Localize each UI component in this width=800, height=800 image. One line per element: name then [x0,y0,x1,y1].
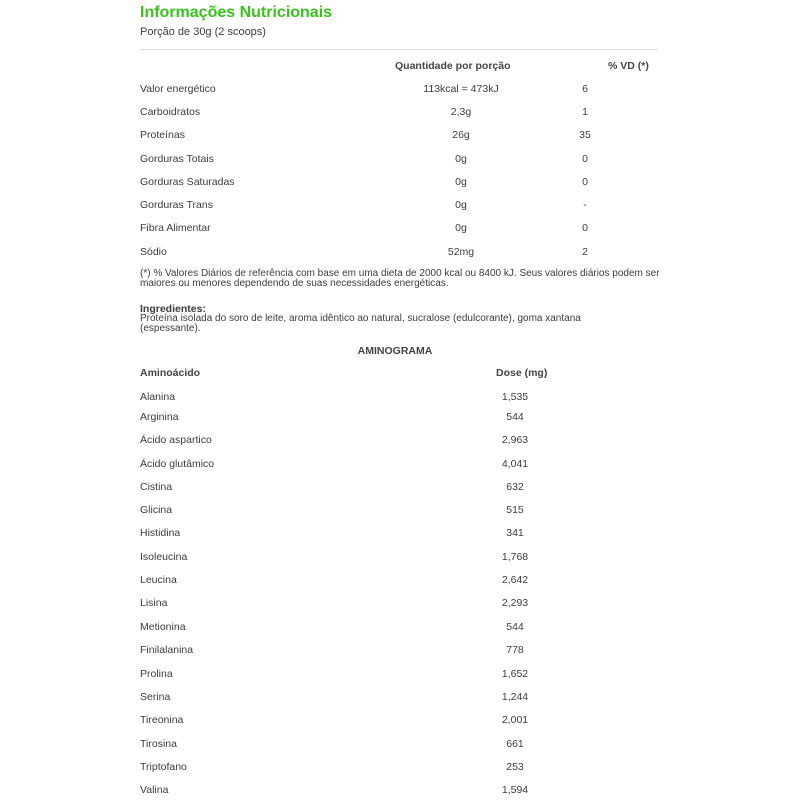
nutrient-name: Fibra Alimentar [140,222,211,234]
amino-acid-dose: 778 [506,644,524,656]
nutrient-daily-value: - [583,199,587,211]
nutrient-quantity: 0g [455,176,467,188]
nutrient-name: Proteínas [140,129,185,141]
amino-acid-name: Histidina [140,527,181,539]
nutrient-daily-value: 0 [582,222,588,234]
nutrient-name: Sódio [140,246,167,258]
header-dose: Dose (mg) [496,367,548,379]
amino-acid-dose: 1,594 [501,784,529,796]
amino-acid-dose: 1,244 [501,691,529,703]
amino-acid-dose: 544 [506,621,524,633]
amino-acid-dose: 341 [506,527,524,539]
header-amino-acid: Aminoácido [140,367,201,379]
table-row [0,621,800,637]
amino-acid-name: Prolina [140,668,173,680]
header-quantity: Quantidade por porção [395,60,511,72]
amino-acid-name: Serina [140,691,171,703]
table-row [0,129,800,145]
amino-acid-dose: 515 [506,504,524,516]
amino-acid-name: Ácido glutâmico [140,458,215,470]
table-row [0,222,800,238]
amino-acid-name: Valina [140,784,169,796]
nutrient-daily-value: 2 [582,246,588,258]
amino-acid-dose: 2,001 [501,714,529,726]
amino-acid-name: Tireonina [140,714,184,726]
nutrient-quantity: 52mg [447,246,475,258]
amino-acid-dose: 2,963 [501,434,529,446]
amino-acid-name: Alanina [140,391,176,403]
portion-size: Porção de 30g (2 scoops) [140,26,266,38]
amino-acid-name: Ácido aspartico [140,434,212,446]
nutrient-quantity: 0g [455,222,467,234]
table-row [0,527,800,543]
ingredients-text: Proteína isolada do soro de leite, aroma idêntico ao natural, sucralose (edulcorante), goma xantana (espessante). [140,313,581,334]
table-row [0,153,800,169]
amino-acid-name: Finilalanina [140,644,194,656]
nutrient-daily-value: 35 [579,129,591,141]
nutrient-quantity: 0g [455,153,467,165]
table-row [0,668,800,684]
amino-acid-name: Isoleucina [140,551,188,563]
table-row [0,411,800,427]
table-row [0,176,800,192]
amino-acid-name: Metionina [140,621,186,633]
amino-acid-dose: 661 [506,738,524,750]
nutrient-daily-value: 6 [582,83,588,95]
amino-acid-dose: 4,041 [501,458,529,470]
amino-acid-dose: 544 [506,411,524,423]
amino-acid-dose: 2,293 [501,597,529,609]
nutrient-quantity: 2,3g [450,106,472,118]
header-daily-value: % VD (*) [608,60,649,72]
amino-acid-name: Triptofano [140,761,187,773]
nutrient-name: Valor energético [140,83,216,95]
amino-acid-name: Lisina [140,597,168,609]
table-row [0,246,800,262]
table-row [0,106,800,122]
page-title: Informações Nutricionais [140,4,333,21]
amino-acid-name: Leucina [140,574,177,586]
amino-acid-name: Arginina [140,411,179,423]
table-row [0,551,800,567]
nutrient-daily-value: 0 [582,176,588,188]
table-row [0,504,800,520]
nutrient-quantity: 113kcal = 473kJ [423,83,499,95]
amino-acid-name: Cistina [140,481,173,493]
nutrient-daily-value: 0 [582,153,588,165]
nutrient-quantity: 26g [452,129,470,141]
amino-acid-dose: 1,768 [501,551,529,563]
table-row [0,391,800,407]
nutrient-name: Gorduras Trans [140,199,213,211]
table-row [0,691,800,707]
table-row [0,574,800,590]
nutrient-daily-value: 1 [582,106,588,118]
table-row [0,784,800,800]
ingredients-label: Ingredientes: [140,303,206,315]
table-row [0,83,800,99]
table-row [0,434,800,450]
table-row [0,738,800,754]
nutrient-name: Gorduras Saturadas [140,176,235,188]
nutrient-name: Carboidratos [140,106,201,118]
table-row [0,714,800,730]
table-row [0,597,800,613]
nutrient-quantity: 0g [455,199,467,211]
amino-acid-dose: 1,652 [501,668,529,680]
table-row [0,199,800,215]
amino-acid-dose: 2,642 [501,574,529,586]
amino-acid-dose: 253 [506,761,524,773]
table-row [0,458,800,474]
aminogram-title: AMINOGRAMA [357,345,433,357]
amino-acid-name: Glicina [140,504,173,516]
daily-value-note: (*) % Valores Diários de referência com base em uma dieta de 2000 kcal ou 8400 kJ. Seus valores diários podem ser maiores ou menores dependendo de suas necessidades energéticas. [140,268,660,289]
nutrient-name: Gorduras Totais [140,153,214,165]
table-row [0,761,800,777]
divider [140,49,658,50]
table-row [0,644,800,660]
amino-acid-dose: 1,535 [501,391,529,403]
table-row [0,481,800,497]
amino-acid-dose: 632 [506,481,524,493]
amino-acid-name: Tirosina [140,738,177,750]
